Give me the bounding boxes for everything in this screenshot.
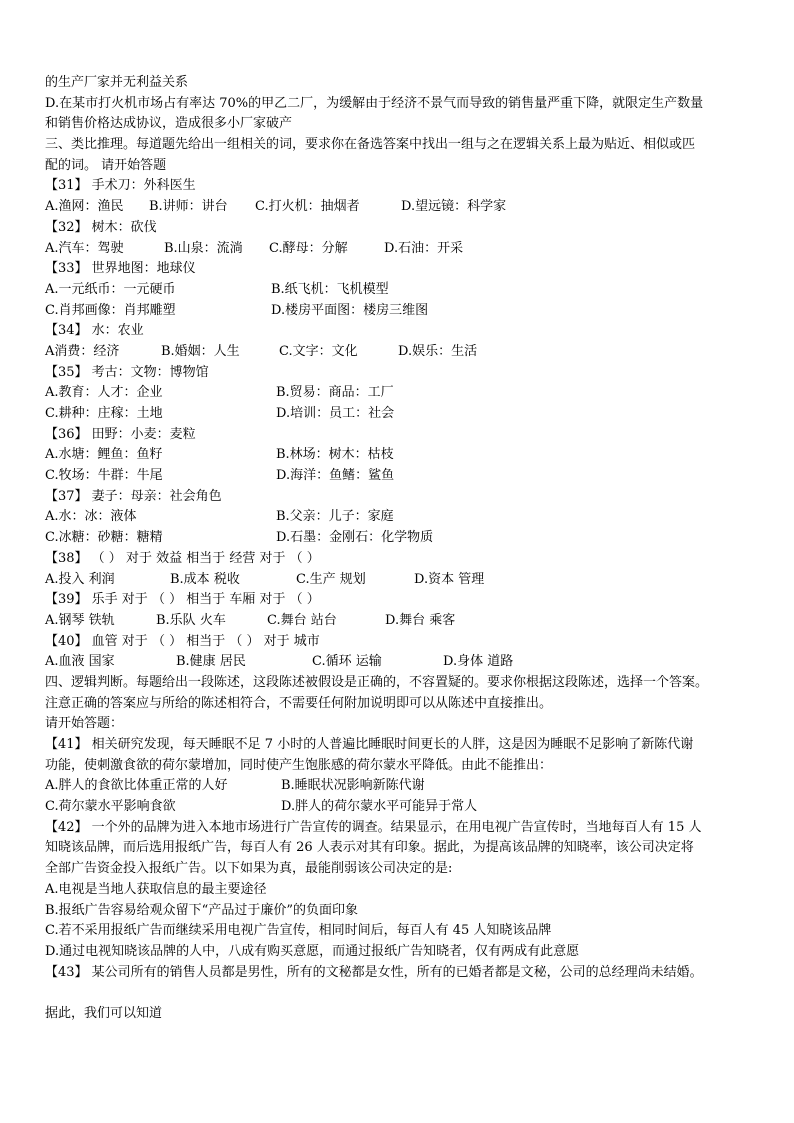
option-a: A.一元纸币：一元硬币 xyxy=(45,281,176,297)
options-40 xyxy=(45,652,757,673)
option-d: D.培训：员工：社会 xyxy=(276,406,395,421)
option-a: A.水塘：鲤鱼：鱼籽 xyxy=(45,447,163,463)
question-31: 【31】 手术刀：外科医生 xyxy=(45,178,196,194)
option-b: B.报纸广告容易给观众留下“产品过于廉价”的负面印象 xyxy=(45,902,358,918)
option-d: D.望远镜：科学家 xyxy=(401,199,507,215)
option-d: D.海洋：鱼鳍：鲨鱼 xyxy=(276,468,395,484)
options-36 xyxy=(45,445,757,466)
option-b: B.成本 税收 xyxy=(170,571,240,587)
question-37: 【37】 妻子：母亲：社会角色 xyxy=(45,488,222,504)
text-line: 的生产厂家并无利益关系 xyxy=(45,75,189,90)
option-d: D.资本 管理 xyxy=(414,571,485,587)
option-c: C.文字：文化 xyxy=(279,343,358,359)
question-42-cont: 知晓该品牌，而后选用报纸广告，每百人有 26 人表示对其有印象。据此，为提高该品牌的知晓率，该公司决定将 xyxy=(45,840,694,856)
options-37 xyxy=(45,528,757,549)
option-b: B.林场：树木：枯枝 xyxy=(276,447,394,463)
options-34 xyxy=(45,342,757,363)
text-line: 和销售价格达成协议，造成很多小厂家破产 xyxy=(45,116,293,132)
blank-line xyxy=(45,983,757,1004)
question-41-cont: 功能，使刺激食欲的荷尔蒙增加，同时使产生饱胀感的荷尔蒙水平降低。由此不能推出： xyxy=(45,757,553,773)
option-c: C.耕种：庄稼：土地 xyxy=(45,406,163,421)
question-43-cont: 据此，我们可以知道 xyxy=(45,1005,163,1021)
section-heading-logic: 四、逻辑判断。每题给出一段陈述，这段陈述被假设是正确的，不容置疑的。要求你根据这段陈述，选择一个答案。 xyxy=(45,674,709,690)
option-b: B.贸易：商品：工厂 xyxy=(276,385,394,401)
option-d: D.娱乐：生活 xyxy=(398,343,478,359)
options-33 xyxy=(45,301,757,322)
section-instruction: 请开始答题： xyxy=(45,716,124,732)
options-41 xyxy=(45,776,757,797)
option-d: D.通过电视知晓该品牌的人中，八成有购买意愿，而通过报纸广告知晓者，仅有两成有此意愿 xyxy=(45,943,580,959)
question-41: 【41】 相关研究发现，每天睡眠不足 7 小时的人普遍比睡眠时间更长的人胖，这是因为睡眠不足影响了新陈代谢 xyxy=(45,737,694,752)
options-38 xyxy=(45,570,757,591)
option-a: A.胖人的食欲比体重正常的人好 xyxy=(45,778,228,794)
text-line: D.在某市打火机市场占有率达 70%的甲乙二厂，为缓解由于经济不景气而导致的销售量严重下降，就限定生产数量 xyxy=(45,95,704,111)
option-a: A.钢琴 铁轨 xyxy=(45,612,115,628)
option-d: D.身体 道路 xyxy=(443,654,514,670)
options-32 xyxy=(45,239,757,260)
options-39 xyxy=(45,611,757,632)
question-32: 【32】 树木：砍伐 xyxy=(45,219,157,235)
option-b: B.婚姻：人生 xyxy=(161,343,240,359)
option-d: D.石墨：金刚石：化学物质 xyxy=(276,530,434,546)
question-43: 【43】 某公司所有的销售人员都是男性，所有的文秘都是女性，所有的已婚者都是文秘，公司的总经理尚未结婚。 xyxy=(45,964,703,980)
option-b: B.健康 居民 xyxy=(176,654,246,670)
options-35 xyxy=(45,404,757,425)
option-d: D.石油：开采 xyxy=(384,240,464,256)
option-b: B.睡眠状况影响新陈代谢 xyxy=(281,778,425,794)
section-heading-analogy: 三、类比推理。每道题先给出一组相关的词，要求你在备选答案中找出一组与之在逻辑关系上最为贴近、相似或匹 xyxy=(45,137,696,153)
option-a: A.投入 利润 xyxy=(45,571,115,587)
question-34: 【34】 水：农业 xyxy=(45,323,144,339)
options-35 xyxy=(45,383,757,404)
option-b: B.乐队 火车 xyxy=(156,612,226,628)
option-b: B.山泉：流淌 xyxy=(164,240,243,256)
question-42-cont: 全部广告资金投入报纸广告。以下如果为真，最能削弱该公司决定的是: xyxy=(45,861,453,877)
options-31 xyxy=(45,197,757,218)
option-a: A.教育：人才：企业 xyxy=(45,385,163,401)
option-c: C.打火机：抽烟者 xyxy=(255,199,360,215)
options-33 xyxy=(45,280,757,301)
question-40: 【40】 血管 对于 （ ） 相当于 （ ） 对于 城市 xyxy=(45,633,320,649)
option-c: C.生产 规划 xyxy=(296,571,366,587)
option-a: A.汽车：驾驶 xyxy=(45,240,124,256)
option-c: C.循环 运输 xyxy=(312,654,382,670)
option-d: D.舞台 乘客 xyxy=(385,612,456,628)
question-38: 【38】 （ ） 对于 效益 相当于 经营 对于 （ ） xyxy=(45,550,320,566)
question-42: 【42】 一个外的品牌为进入本地市场进行广告宣传的调查。结果显示，在用电视广告宣传时，当地每百人有 15 人 xyxy=(45,819,702,835)
option-a: A.血液 国家 xyxy=(45,654,115,670)
option-c: C.舞台 站台 xyxy=(267,612,337,628)
question-36: 【36】 田野：小麦：麦粒 xyxy=(45,426,196,442)
section-instruction: 注意正确的答案应与所给的陈述相符合，不需要任何附加说明即可以从陈述中直接推出。 xyxy=(45,695,553,711)
options-41 xyxy=(45,797,757,818)
option-a: A.水：冰：液体 xyxy=(45,509,137,525)
option-a: A消费：经济 xyxy=(45,343,120,359)
option-a: A.电视是当地人获取信息的最主要途径 xyxy=(45,881,267,897)
option-c: C.肖邦画像：肖邦雕塑 xyxy=(45,302,176,318)
options-37 xyxy=(45,507,757,528)
option-c: C.冰糖：砂糖：糖精 xyxy=(45,530,163,546)
option-c: C.牧场：牛群：牛尾 xyxy=(45,468,163,484)
question-33: 【33】 世界地图：地球仪 xyxy=(45,261,196,277)
document-body xyxy=(45,73,757,1025)
option-d: D.楼房平面图：楼房三维图 xyxy=(271,302,429,318)
options-36 xyxy=(45,466,757,487)
option-b: B.纸飞机：飞机模型 xyxy=(271,281,389,297)
option-c: C.荷尔蒙水平影响食欲 xyxy=(45,799,176,815)
option-c: C.酵母：分解 xyxy=(269,240,348,256)
option-c: C.若不采用报纸广告而继续采用电视广告宣传，相同时间后，每百人有 45 人知晓该品牌 xyxy=(45,923,552,939)
section-instruction: 配的词。 请开始答题 xyxy=(45,157,167,173)
option-b: B.讲师：讲台 xyxy=(149,199,228,215)
option-d: D.胖人的荷尔蒙水平可能异于常人 xyxy=(281,799,478,815)
question-39: 【39】 乐手 对于 （ ） 相当于 车厢 对于 （ ） xyxy=(45,592,320,608)
option-a: A.渔网：渔民 xyxy=(45,199,124,215)
option-b: B.父亲：儿子：家庭 xyxy=(276,509,394,525)
question-35: 【35】 考古：文物：博物馆 xyxy=(45,364,209,380)
